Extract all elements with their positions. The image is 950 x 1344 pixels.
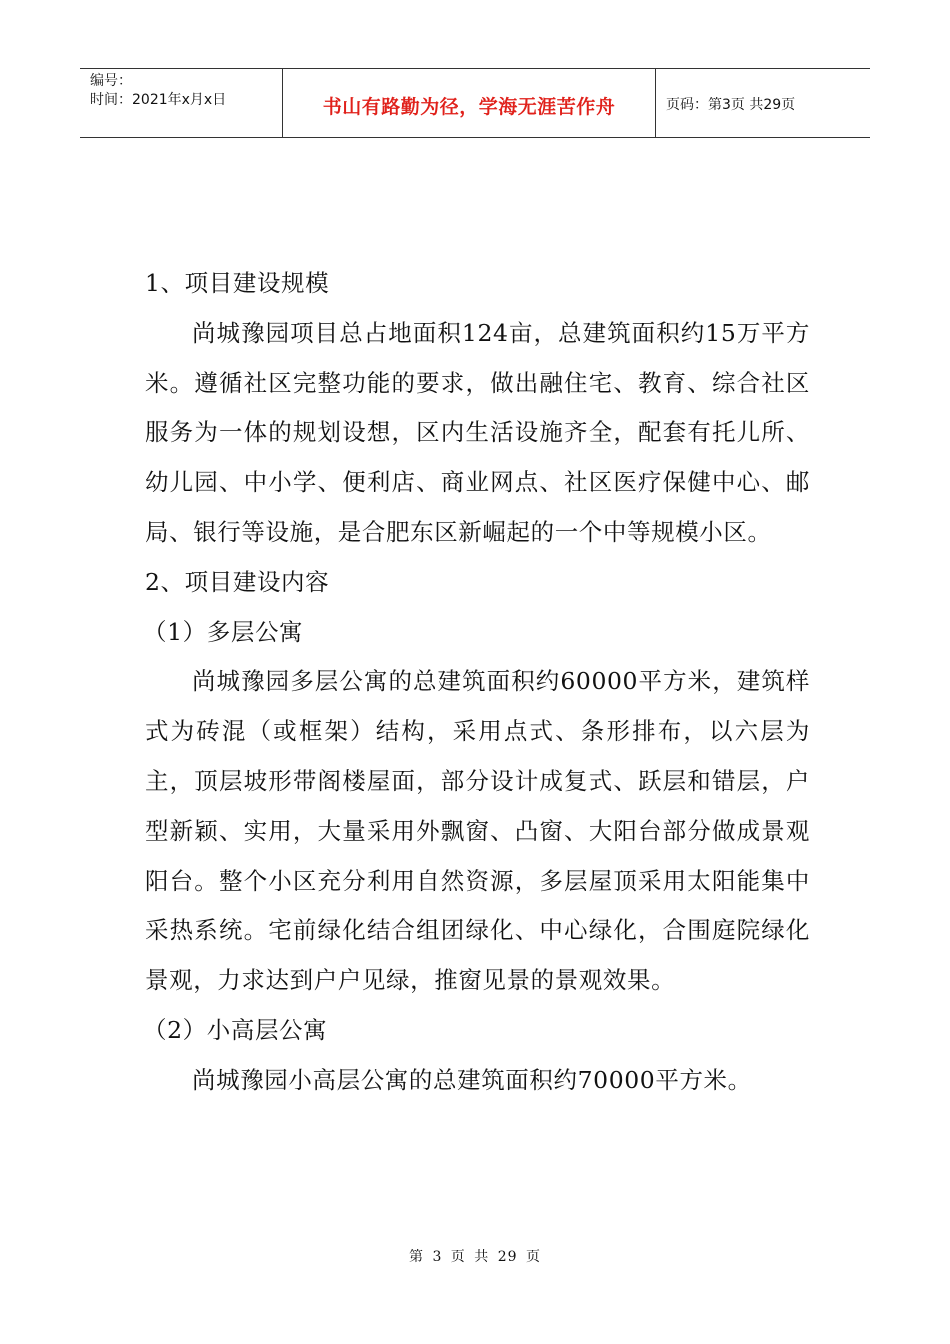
document-time-label: 时间：2021年x月x日 — [90, 92, 227, 108]
section-heading-content: 2、项目建设内容 — [145, 567, 330, 596]
subheading-multistory: （1）多层公寓 — [143, 617, 304, 646]
section-heading-scale: 1、项目建设规模 — [145, 269, 330, 297]
paragraph-midrise: 尚城豫园小高层公寓的总建筑面积约70000平方米。 — [192, 1065, 752, 1094]
subheading-midrise: （2）小高层公寓 — [143, 1015, 328, 1044]
paragraph-scale: 尚城豫园项目总占地面积124亩，总建筑面积约15万平方米。遵循社区完整功能的要求，做出融住宅、教育、综合社区服务为一体的规划设想，区内生活设施齐全，配套有托儿所、幼儿园、中小学、便利店、商业网点、社区医疗保健中心、邮局、银行等设施，是合肥东区新崛起的一个中等规模小区。 — [145, 318, 810, 546]
header-page-info: 页码：第3页 共29页 — [666, 97, 796, 113]
header-meta-cell — [80, 69, 283, 137]
header-table — [80, 68, 870, 138]
header-motto: 书山有路勤为径，学海无涯苦作舟 — [283, 69, 656, 137]
paragraph-multistory: 尚城豫园多层公寓的总建筑面积约60000平方米，建筑样式为砖混（或框架）结构，采用点式、条形排布，以六层为主，顶层坡形带阁楼屋面，部分设计成复式、跃层和错层，户型新颖、实用，大量采用外飘窗、凸窗、大阳台部分做成景观阳台。整个小区充分利用自然资源，多层屋顶采用太阳能集中采热系统。宅前绿化结合组团绿化、中心绿化，合围庭院绿化景观，力求达到户户见绿，推窗见景的景观效果。 — [145, 667, 810, 995]
page-footer: 第 3 页 共 29 页 — [409, 1249, 541, 1265]
document-number-label: 编号： — [90, 73, 132, 89]
document-body — [145, 259, 810, 1106]
